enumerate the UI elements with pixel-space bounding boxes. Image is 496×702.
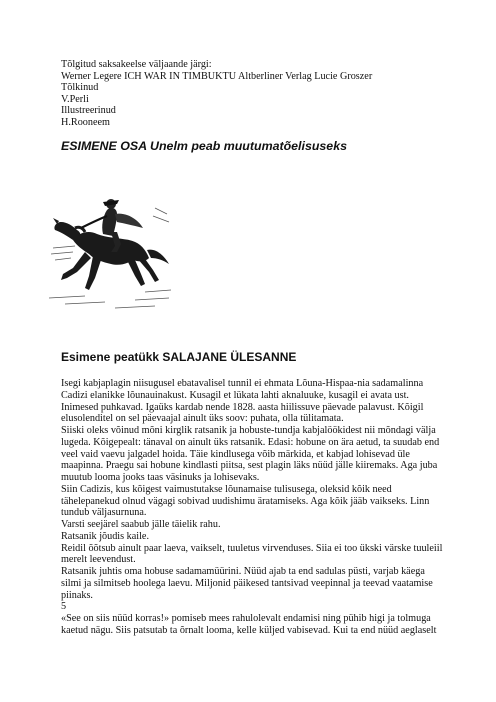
chapter-title: Esimene peatükk SALAJANE ÜLESANNE: [61, 350, 297, 364]
text-line: veel vaid vaevu jalgadel hoida. Täie kindlusega võib märkida, et kabjad lohisevad üle: [61, 448, 410, 460]
part-title: ESIMENE OSA Unelm peab muutumatõelisuseks: [61, 139, 347, 153]
text-line: tundub väljasurnuna.: [61, 507, 147, 519]
text-line: Ratsanik jõudis kaile.: [61, 530, 149, 542]
chapter-body: [61, 378, 441, 637]
text-line: silmi ja silmitseb hoolega laevu. Miljonid päikesed tantsivad veepinnal ja teevad vaatamise: [61, 577, 433, 589]
info-line: Werner Legere ICH WAR IN TIMBUKTU Altberliner Verlag Lucie Groszer: [61, 70, 373, 82]
page-number: 5: [61, 601, 67, 613]
text-line: «See on siis nüüd korras!» pomiseb mees rahulolevalt endamisi ning pühib higi ja tolmuga: [61, 613, 431, 624]
text-line: Cadizi elanikke lõunauinakust. Kusagil et lükata lahti aknaluuke, kusagil ei avata ust.: [61, 389, 409, 401]
text-line: Reidil õõtsub ainult paar laeva, vaikselt, tuuletus virvenduses. Siia ei too ükski värske tuuleiil: [61, 542, 443, 554]
text-line: kaetud nägu. Siis patsutab ta õrnalt looma, kelle küljed vabisevad. Kui ta end nüüd aeglaselt: [61, 624, 437, 636]
text-line: merelt leevendust.: [61, 554, 136, 566]
text-line: lugeda. Kõigepealt: tänaval on ainult üks ratsanik. Edasi: hobune on ära aetud, ta suudab end: [61, 436, 440, 448]
info-line: V.Perli: [61, 93, 89, 105]
info-line: H.Rooneem: [61, 116, 110, 128]
text-line: Ratsanik juhtis oma hobuse sadamamüürini. Nüüd ajab ta end sadulas püsti, varjab käega: [61, 566, 425, 577]
text-line: piinaks.: [61, 589, 93, 601]
text-line: Siiski oleks võinud mõni kirglik ratsanik ja hobuste-tundja kabjalöökidest nii mõndagi välja: [61, 425, 436, 436]
text-line: elusolenditel on sel päevaajal ainult üks soov: puhata, olla tülitamata.: [61, 413, 344, 425]
text-line: tähelepanekud olnud vägagi sobivad uudishimu äratamiseks. Aga kõik jääb vaikseks. Linn: [61, 495, 430, 507]
info-line: Illustreerinud: [61, 105, 116, 117]
horse-and-rider-sketch-icon: [45, 188, 173, 316]
info-line: Tõlgitud saksakeelse väljaande järgi:: [61, 59, 212, 70]
text-line: Varsti seejärel saabub jälle täielik rahu.: [61, 519, 221, 530]
info-line: Tõlkinud: [61, 82, 99, 94]
text-line: muutub looma jooks taas väsinuks ja lohisevaks.: [61, 472, 260, 483]
text-line: maapinna. Praegu sai hobune kindlasti piitsa, sest plagin läks nüüd jälle kiiremaks. Aga juba: [61, 460, 438, 472]
text-line: Isegi kabjaplagin niisugusel ebatavalisel tunnil ei ehmata Lõuna-Hispaa-nia sadamalinna: [61, 378, 424, 389]
text-line: Inimesed puhkavad. Igaüks kardab nende 1828. aasta hiilissuve päevade palavust. Kõigil: [61, 401, 424, 413]
publication-info: [61, 59, 372, 129]
text-line: Siin Cadizis, kus kõigest vaimustutakse lõunamaise tulisusega, oleksid kõik need: [61, 483, 392, 495]
